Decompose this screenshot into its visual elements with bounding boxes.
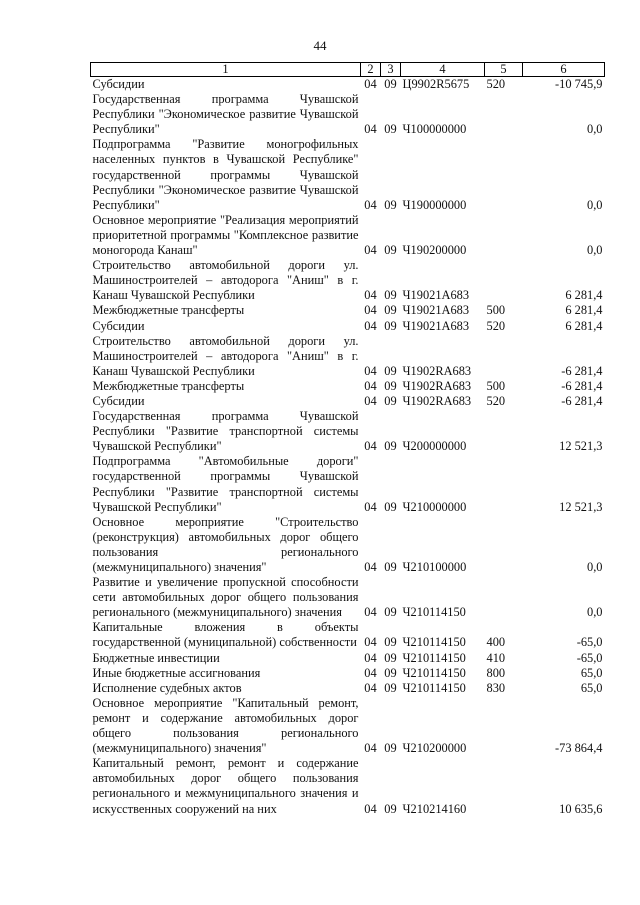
row-name: Подпрограмма "Автомобильные дороги" государственной программы Чувашской Республики "Развитие транспортной системы Чувашской Республики" <box>92 454 359 514</box>
row-amount: 0,0 <box>587 197 603 212</box>
row-amount: 0,0 <box>587 243 603 258</box>
row-name: Иные бюджетные ассигнования <box>92 665 261 680</box>
row-section-code: 04 <box>364 303 377 318</box>
row-expense-type: 520 <box>486 77 506 91</box>
table-row <box>91 756 605 816</box>
row-name: Субсидии <box>92 77 145 91</box>
row-target-article: Ч210114150 <box>402 635 466 650</box>
table-body <box>91 77 605 817</box>
row-subsection-code: 09 <box>384 122 397 137</box>
row-expense-type: 520 <box>486 318 506 333</box>
row-subsection-code: 09 <box>384 560 397 574</box>
row-target-article: Ч19021А683 <box>402 288 470 303</box>
row-amount: 0,0 <box>587 122 603 137</box>
table-row <box>91 409 605 454</box>
row-expense-type <box>485 756 523 816</box>
row-expense-type <box>485 409 523 454</box>
row-name: Основное мероприятие "Капитальный ремонт, ремонт и содержание автомобильных дорог общего пользования регионального (межмуниципального) значения" <box>92 695 359 756</box>
page-number: 44 <box>313 38 327 53</box>
row-section-code: 04 <box>364 439 377 454</box>
row-section-code: 04 <box>364 665 377 680</box>
row-subsection-code: 09 <box>384 680 397 695</box>
row-amount: -6 281,4 <box>561 363 603 378</box>
row-amount: 65,0 <box>580 680 603 695</box>
row-expense-type: 410 <box>486 650 506 665</box>
row-amount: -10 745,9 <box>555 77 603 91</box>
row-expense-type <box>485 92 523 137</box>
row-target-article: Ч210100000 <box>402 560 467 574</box>
row-amount: 0,0 <box>587 605 603 620</box>
row-amount: -65,0 <box>576 650 603 665</box>
header-col-3: 3 <box>381 63 401 77</box>
row-target-article: Ч190000000 <box>402 197 467 212</box>
row-expense-type: 830 <box>486 680 506 695</box>
row-name: Межбюджетные трансферты <box>92 303 245 318</box>
row-expense-type <box>485 454 523 514</box>
row-target-article: Ч100000000 <box>402 122 467 137</box>
row-name: Подпрограмма "Развитие моногрофильных населенных пунктов в Чувашской Республике" государственной программы Чувашской Республики "Экономическое развитие Чувашской Республики" <box>92 137 359 212</box>
table-row <box>91 651 605 666</box>
row-target-article: Ч1902RA683 <box>402 363 472 378</box>
row-subsection-code: 09 <box>384 635 397 650</box>
row-subsection-code: 09 <box>384 801 397 816</box>
row-subsection-code: 09 <box>384 650 397 665</box>
row-subsection-code: 09 <box>384 303 397 318</box>
row-subsection-code: 09 <box>384 288 397 303</box>
row-section-code: 04 <box>364 801 377 816</box>
row-amount: -6 281,4 <box>561 393 603 408</box>
row-section-code: 04 <box>364 393 377 408</box>
table-row <box>91 303 605 318</box>
row-subsection-code: 09 <box>384 197 397 212</box>
table-row <box>91 258 605 303</box>
table-row <box>91 696 605 756</box>
row-target-article: Ч19021А683 <box>402 318 470 333</box>
table-row <box>91 666 605 681</box>
row-section-code: 04 <box>364 605 377 620</box>
table-row <box>91 575 605 620</box>
row-expense-type: 500 <box>486 303 506 318</box>
row-expense-type <box>485 137 523 212</box>
row-expense-type: 800 <box>486 665 506 680</box>
table-row <box>91 137 605 212</box>
row-name: Субсидии <box>92 318 145 333</box>
table-row <box>91 319 605 334</box>
row-section-code: 04 <box>364 363 377 378</box>
row-expense-type <box>485 258 523 303</box>
table-row <box>91 454 605 514</box>
row-subsection-code: 09 <box>384 393 397 408</box>
row-target-article: Ч190200000 <box>402 243 467 258</box>
row-target-article: Ч210214160 <box>402 801 467 816</box>
row-target-article: Ч210114150 <box>402 650 466 665</box>
row-section-code: 04 <box>364 288 377 303</box>
row-subsection-code: 09 <box>384 439 397 454</box>
table-row <box>91 379 605 394</box>
header-col-5: 5 <box>485 63 523 77</box>
table-row <box>91 681 605 696</box>
row-expense-type <box>485 334 523 379</box>
row-expense-type <box>485 515 523 575</box>
table-header <box>91 63 605 77</box>
row-subsection-code: 09 <box>384 605 397 620</box>
row-section-code: 04 <box>364 680 377 695</box>
row-amount: 6 281,4 <box>565 303 603 318</box>
row-target-article: Ч200000000 <box>402 439 467 454</box>
row-amount: -65,0 <box>576 635 603 650</box>
row-subsection-code: 09 <box>384 318 397 333</box>
row-target-article: Ч210114150 <box>402 605 466 620</box>
row-target-article: Ч210200000 <box>402 741 467 756</box>
row-subsection-code: 09 <box>384 243 397 258</box>
row-subsection-code: 09 <box>384 499 397 514</box>
row-name: Основное мероприятие "Строительство (реконструкция) автомобильных дорог общего пользования регионального (межмуниципального) значения" <box>92 514 359 574</box>
table-row <box>91 213 605 258</box>
row-expense-type: 400 <box>486 635 506 650</box>
row-amount: 10 635,6 <box>559 801 603 816</box>
row-target-article: Ч19021А683 <box>402 303 470 318</box>
row-target-article: Ч1902RA683 <box>402 378 472 393</box>
row-name: Бюджетные инвестиции <box>92 650 220 665</box>
row-expense-type <box>485 575 523 620</box>
row-target-article: Ч210000000 <box>402 499 467 514</box>
row-section-code: 04 <box>364 318 377 333</box>
row-amount: 0,0 <box>587 560 603 574</box>
row-amount: 6 281,4 <box>565 318 603 333</box>
header-col-1: 1 <box>91 63 361 77</box>
row-subsection-code: 09 <box>384 741 397 756</box>
row-section-code: 04 <box>364 499 377 514</box>
row-target-article: Ч210114150 <box>402 680 466 695</box>
row-amount: 6 281,4 <box>565 288 603 303</box>
row-name: Строительство автомобильной дороги ул. Машиностроителей – автодорога "Аниш" в г. Канаш Чувашской Республики <box>92 333 359 378</box>
row-expense-type: 520 <box>486 393 506 408</box>
row-section-code: 04 <box>364 243 377 258</box>
row-name: Межбюджетные трансферты <box>92 378 245 393</box>
row-section-code: 04 <box>364 635 377 650</box>
row-target-article: Ч210114150 <box>402 665 466 680</box>
row-expense-type: 500 <box>486 378 506 393</box>
row-section-code: 04 <box>364 560 377 574</box>
row-target-article: Ц9902R5675 <box>402 77 470 91</box>
table-row <box>91 394 605 409</box>
row-expense-type <box>485 696 523 756</box>
table-row <box>91 515 605 575</box>
row-name: Государственная программа Чувашской Республики "Экономическое развитие Чувашской Республики" <box>92 92 359 137</box>
row-subsection-code: 09 <box>384 77 397 91</box>
row-section-code: 04 <box>364 741 377 756</box>
row-name: Исполнение судебных актов <box>92 680 242 695</box>
table-row <box>91 334 605 379</box>
row-name: Развитие и увеличение пропускной способности сети автомобильных дорог общего пользования регионального (межмуниципального) значения <box>92 575 359 620</box>
row-section-code: 04 <box>364 77 377 91</box>
row-name: Капитальный ремонт, ремонт и содержание автомобильных дорог общего пользования регионального и межмуниципального значения и искусственных сооружений на них <box>92 756 359 816</box>
row-section-code: 04 <box>364 378 377 393</box>
row-target-article: Ч1902RA683 <box>402 393 472 408</box>
header-col-2: 2 <box>361 63 381 77</box>
row-subsection-code: 09 <box>384 378 397 393</box>
row-name: Государственная программа Чувашской Республики "Развитие транспортной системы Чувашской Республики" <box>92 409 359 454</box>
row-amount: 12 521,3 <box>559 499 603 514</box>
row-name: Строительство автомобильной дороги ул. Машиностроителей – автодорога "Аниш" в г. Канаш Чувашской Республики <box>92 258 359 303</box>
row-section-code: 04 <box>364 197 377 212</box>
row-name: Основное мероприятие "Реализация мероприятий приоритетной программы "Комплексное развитие моногорода Канаш" <box>92 212 359 258</box>
table-row <box>91 77 605 93</box>
row-expense-type <box>485 213 523 258</box>
row-amount: 65,0 <box>580 665 603 680</box>
row-name: Субсидии <box>92 393 145 408</box>
table-row <box>91 92 605 137</box>
header-col-6: 6 <box>523 63 605 77</box>
header-col-4: 4 <box>401 63 485 77</box>
header-row <box>91 63 605 77</box>
row-name: Капитальные вложения в объекты государственной (муниципальной) собственности <box>92 620 359 650</box>
row-amount: -6 281,4 <box>561 378 603 393</box>
row-subsection-code: 09 <box>384 363 397 378</box>
row-section-code: 04 <box>364 650 377 665</box>
row-amount: 12 521,3 <box>559 439 603 454</box>
table-row <box>91 620 605 650</box>
row-amount: -73 864,4 <box>555 741 603 756</box>
budget-table <box>90 62 605 817</box>
row-section-code: 04 <box>364 122 377 137</box>
row-subsection-code: 09 <box>384 665 397 680</box>
